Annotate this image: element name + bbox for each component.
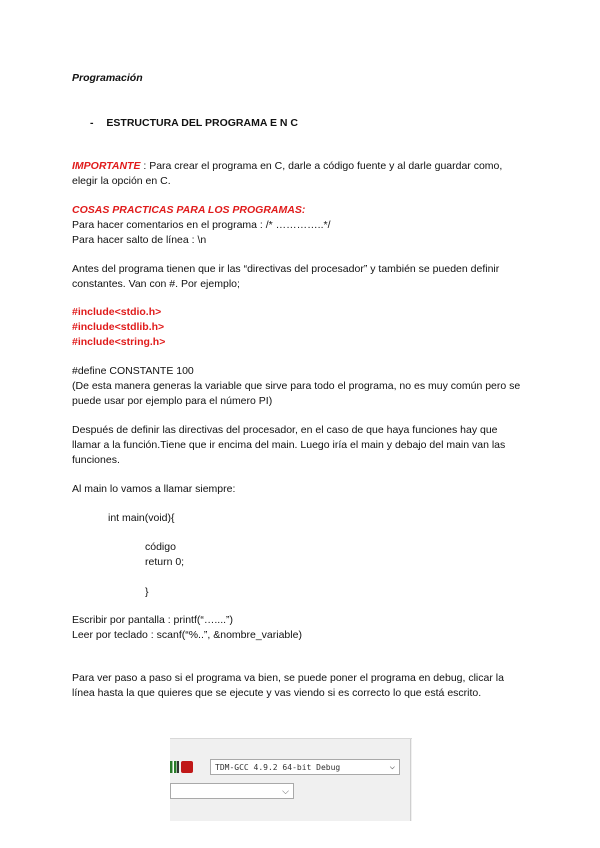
includes-block: [72, 305, 528, 350]
toolbar-icons: [170, 761, 193, 773]
section-title: ESTRUCTURA DEL PROGRAMA E N C: [106, 117, 298, 129]
divider: [410, 739, 411, 821]
io-scanf: Leer por teclado : scanf(“%..”, &nombre_variable): [72, 629, 302, 641]
compiler-select-value: TDM-GCC 4.9.2 64-bit Debug: [215, 763, 341, 772]
include-stdlib: #include<stdlib.h>: [72, 321, 165, 333]
section-heading: [90, 116, 528, 131]
important-label: IMPORTANTE: [72, 160, 141, 172]
despues-paragraph: Después de definir las directivas del procesador, en el caso de que haya funciones hay que llamar a la función.Tiene que ir encima del main. Luego iría el main y debajo del main van las funciones.: [72, 424, 506, 466]
practicas-block: [72, 203, 528, 248]
code-body-line1: código: [145, 541, 176, 553]
include-string: #include<string.h>: [72, 336, 166, 348]
io-printf: Escribir por pantalla : printf(“…....”): [72, 614, 234, 626]
directivas-paragraph: Antes del programa tienen que ir las “directivas del procesador” y también se pueden definir constantes. Van con #. Por ejemplo;: [72, 263, 500, 290]
section-dash: -: [90, 117, 94, 129]
include-stdio: #include<stdio.h>: [72, 306, 162, 318]
compiler-select[interactable]: [210, 759, 400, 775]
code-body-line2: return 0;: [145, 556, 185, 568]
io-block: [72, 613, 528, 643]
important-paragraph: [72, 159, 528, 189]
define-line: #define CONSTANTE 100: [72, 365, 194, 377]
ide-toolbar-screenshot: [170, 738, 412, 821]
important-text: : Para crear el programa en C, darle a código fuente y al darle guardar como, elegir la opción en C.: [72, 160, 503, 187]
practicas-title: COSAS PRACTICAS PARA LOS PROGRAMAS:: [72, 204, 306, 216]
secondary-select[interactable]: [170, 783, 294, 799]
debug-paragraph: Para ver paso a paso si el programa va bien, se puede poner el programa en debug, clicar la línea hasta la que quieres que se ejecute y vas viendo si es correcto lo que está escrito.: [72, 672, 504, 699]
main-intro: Al main lo vamos a llamar siempre:: [72, 483, 236, 495]
code-close-brace: }: [145, 586, 149, 598]
debug-icon: [181, 761, 193, 773]
chart-icon: [170, 761, 179, 773]
chevron-down-icon: ⌵: [389, 762, 395, 772]
define-block: [72, 364, 528, 409]
chevron-down-icon: ⌵: [282, 786, 289, 796]
define-note: (De esta manera generas la variable que sirve para todo el programa, no es muy común pero se puede usar por ejemplo para el número PI): [72, 380, 521, 407]
practicas-line-comments: Para hacer comentarios en el programa : /* …………..*/: [72, 219, 331, 231]
code-body: [145, 540, 528, 570]
page-title: Programación: [72, 72, 143, 84]
code-signature: int main(void){: [108, 512, 175, 524]
practicas-line-newline: Para hacer salto de línea : \n: [72, 234, 207, 246]
